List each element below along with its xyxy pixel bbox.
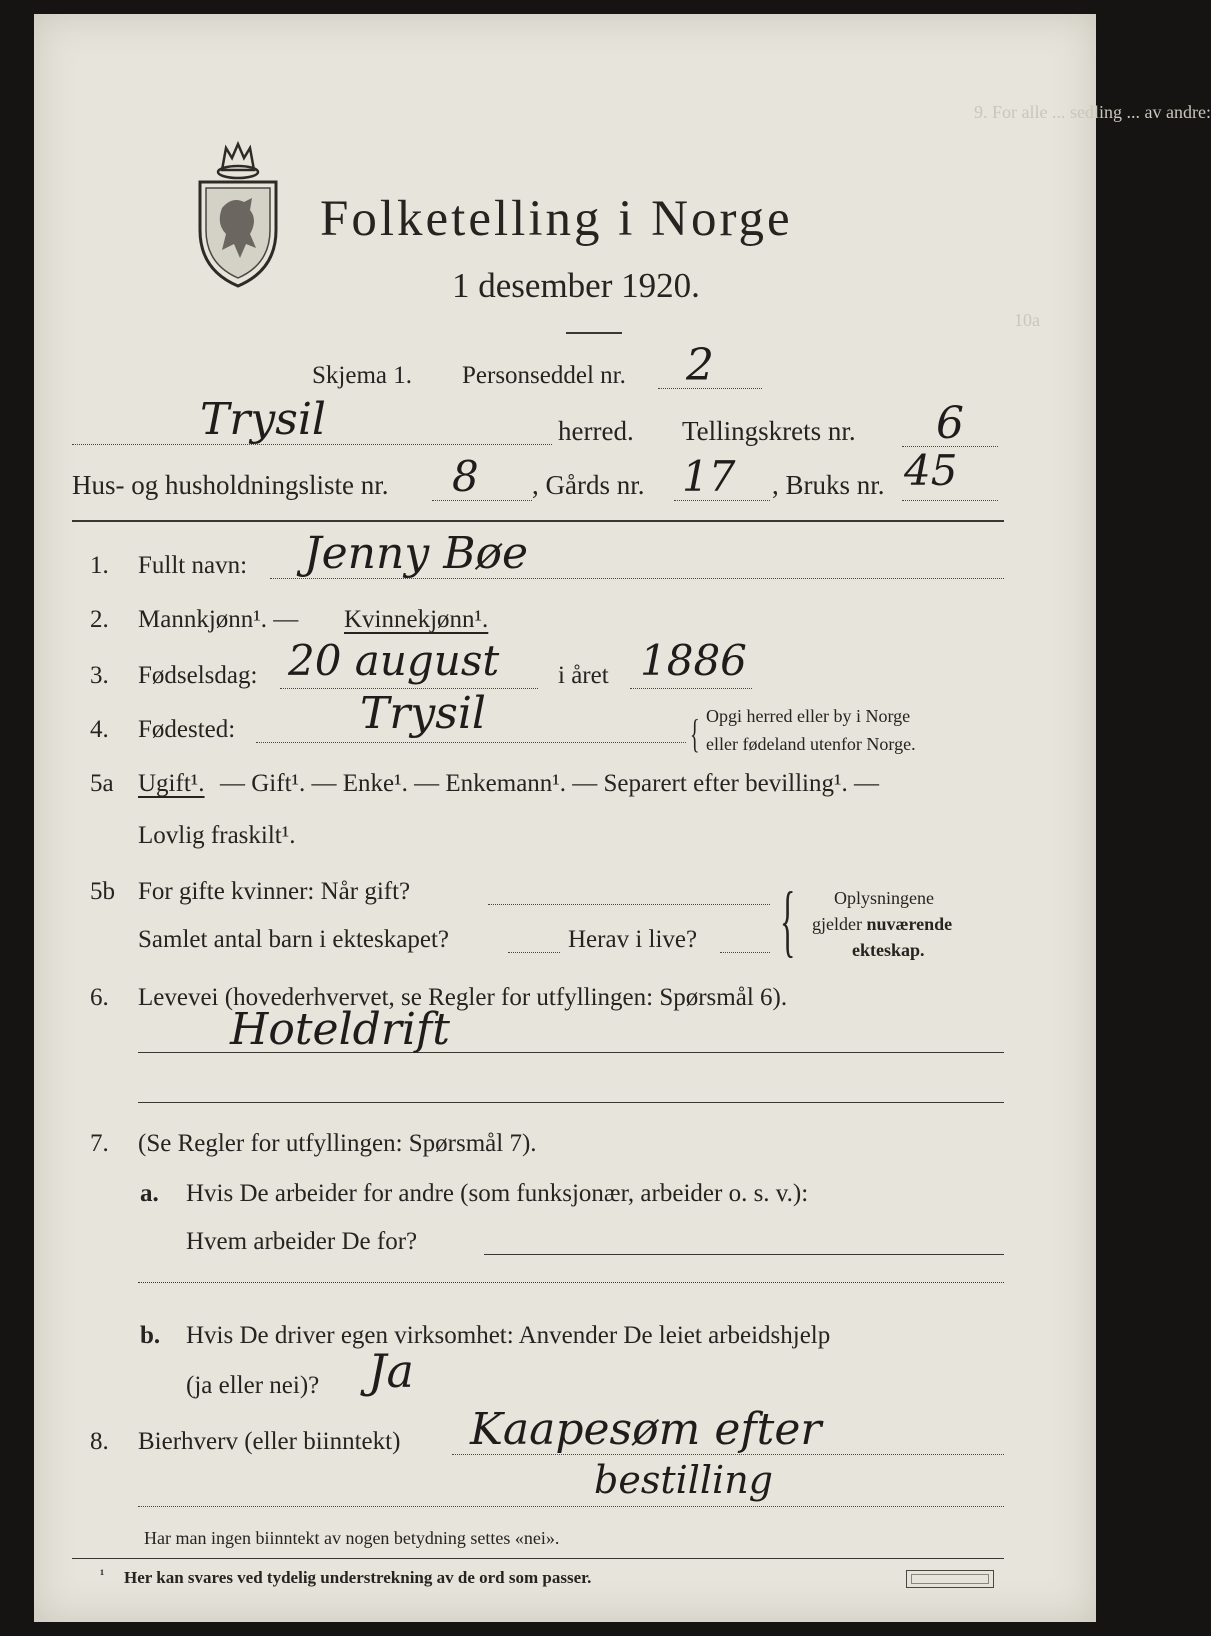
q4-note-line2: eller fødeland utenfor Norge. xyxy=(706,734,916,754)
husliste-line xyxy=(432,500,532,501)
q7b-line2: (ja eller nei)? xyxy=(186,1372,320,1399)
husliste-label: Hus- og husholdningsliste nr. xyxy=(72,470,389,500)
secondary-income-value-line2[interactable]: bestilling xyxy=(594,1458,773,1502)
q5b-note-brace: { xyxy=(780,877,796,965)
bruks-line xyxy=(902,500,998,501)
q1-label: Fullt navn: xyxy=(138,552,248,579)
tellingskrets-label: Tellingskrets nr. xyxy=(682,416,856,446)
birthplace-value[interactable]: Trysil xyxy=(360,688,486,739)
tellingskrets-value[interactable]: 6 xyxy=(936,398,964,449)
q4-note-brace: { xyxy=(690,711,700,756)
income-note: Har man ingen biinntekt av nogen betydning settes «nei». xyxy=(144,1528,560,1548)
q7a-line1: Hvis De arbeider for andre (som funksjonær, arbeider o. s. v.): xyxy=(186,1180,809,1207)
herred-label: herred. xyxy=(558,416,634,446)
q6-label: Levevei (hovederhvervet, se Regler for utfyllingen: Spørsmål 6). xyxy=(138,984,788,1011)
husliste-value[interactable]: 8 xyxy=(452,452,479,501)
q3-year-line xyxy=(630,688,752,689)
q5b-alive-line[interactable] xyxy=(720,952,770,953)
q5b-children-line[interactable] xyxy=(508,952,560,953)
birth-day-value[interactable]: 20 august xyxy=(288,636,500,685)
q8-number: 8. xyxy=(90,1428,109,1455)
q5b-alive-label: Herav i live? xyxy=(568,926,698,953)
q5b-married-line[interactable] xyxy=(488,904,770,905)
bruks-value[interactable]: 45 xyxy=(904,446,958,495)
q5a-number: 5a xyxy=(90,770,114,797)
q8-line2 xyxy=(138,1506,1004,1507)
q4-line xyxy=(256,742,686,743)
census-date: 1 desember 1920. xyxy=(452,266,700,305)
q4-note-line1: Opgi herred eller by i Norge xyxy=(706,706,911,726)
gards-label: , Gårds nr. xyxy=(532,470,645,500)
q5b-note-line2: gjelder nuværende xyxy=(812,914,953,934)
q7a-letter: a. xyxy=(140,1180,159,1207)
q5b-line1: For gifte kvinner: Når gift? xyxy=(138,878,411,905)
q3-number: 3. xyxy=(90,662,109,689)
bruks-label: , Bruks nr. xyxy=(772,470,885,500)
birth-year-value[interactable]: 1886 xyxy=(640,636,747,685)
q5b-note-line1: Oplysningene xyxy=(834,888,934,908)
q7a-employer-line[interactable] xyxy=(484,1254,1004,1255)
q7-number: 7. xyxy=(90,1130,109,1157)
q5b-children-label: Samlet antal barn i ekteskapet? xyxy=(138,926,449,953)
q5a-fraskilt-option[interactable]: Lovlig fraskilt¹. xyxy=(138,822,296,849)
q7a-line2: Hvem arbeider De for? xyxy=(186,1228,418,1255)
gards-value[interactable]: 17 xyxy=(682,452,736,501)
footnote-mark: ¹ xyxy=(100,1568,105,1583)
printer-stamp xyxy=(906,1570,994,1588)
secondary-income-value-line1[interactable]: Kaapesøm efter xyxy=(470,1404,822,1455)
form-title: Folketelling i Norge xyxy=(320,191,793,247)
q5b-note-line3: ekteskap. xyxy=(852,940,925,960)
q6-number: 6. xyxy=(90,984,109,1011)
q5b-number: 5b xyxy=(90,878,115,905)
personseddel-value[interactable]: 2 xyxy=(686,340,714,391)
hired-help-value[interactable]: Ja xyxy=(368,1344,414,1398)
q8-label: Bierhverv (eller biinntekt) xyxy=(138,1428,401,1455)
q3-year-label: i året xyxy=(558,662,609,689)
norway-coat-of-arms-icon xyxy=(192,138,284,288)
q7-separator xyxy=(138,1282,1004,1283)
q5a-ugift-option[interactable]: Ugift¹. xyxy=(138,770,205,797)
q2-female-option[interactable]: Kvinnekjønn¹. xyxy=(344,606,489,633)
q3-label: Fødselsdag: xyxy=(138,662,258,689)
q6-line2[interactable] xyxy=(138,1102,1004,1103)
full-name-value[interactable]: Jenny Bøe xyxy=(304,528,529,579)
footnote-text: Her kan svares ved tydelig understrekning av de ord som passer. xyxy=(124,1568,592,1587)
footnote-rule xyxy=(72,1558,1004,1559)
q5a-other-options[interactable]: — Gift¹. — Enke¹. — Enkemann¹. — Separert efter bevilling¹. — xyxy=(220,770,879,797)
q2-male-option[interactable]: Mannkjønn¹. — xyxy=(138,606,299,633)
q2-number: 2. xyxy=(90,606,109,633)
q7b-line1: Hvis De driver egen virksomhet: Anvender De leiet arbeidshjelp xyxy=(186,1322,831,1349)
bleed-through-text: 10a xyxy=(1014,310,1040,330)
bleed-through-text: 9. For alle ... sedling ... av andre: xyxy=(974,102,1211,122)
header-rule xyxy=(72,520,1004,522)
personseddel-label: Personseddel nr. xyxy=(462,362,626,389)
q4-number: 4. xyxy=(90,716,109,743)
herred-value[interactable]: Trysil xyxy=(200,394,326,445)
q7b-letter: b. xyxy=(140,1322,161,1349)
q1-number: 1. xyxy=(90,552,109,579)
title-divider xyxy=(566,332,622,334)
q7-label: (Se Regler for utfyllingen: Spørsmål 7). xyxy=(138,1130,537,1157)
schema-label: Skjema 1. xyxy=(312,362,412,389)
occupation-value[interactable]: Hoteldrift xyxy=(230,1004,450,1055)
census-form-page xyxy=(34,14,1211,1622)
q4-label: Fødested: xyxy=(138,716,236,743)
